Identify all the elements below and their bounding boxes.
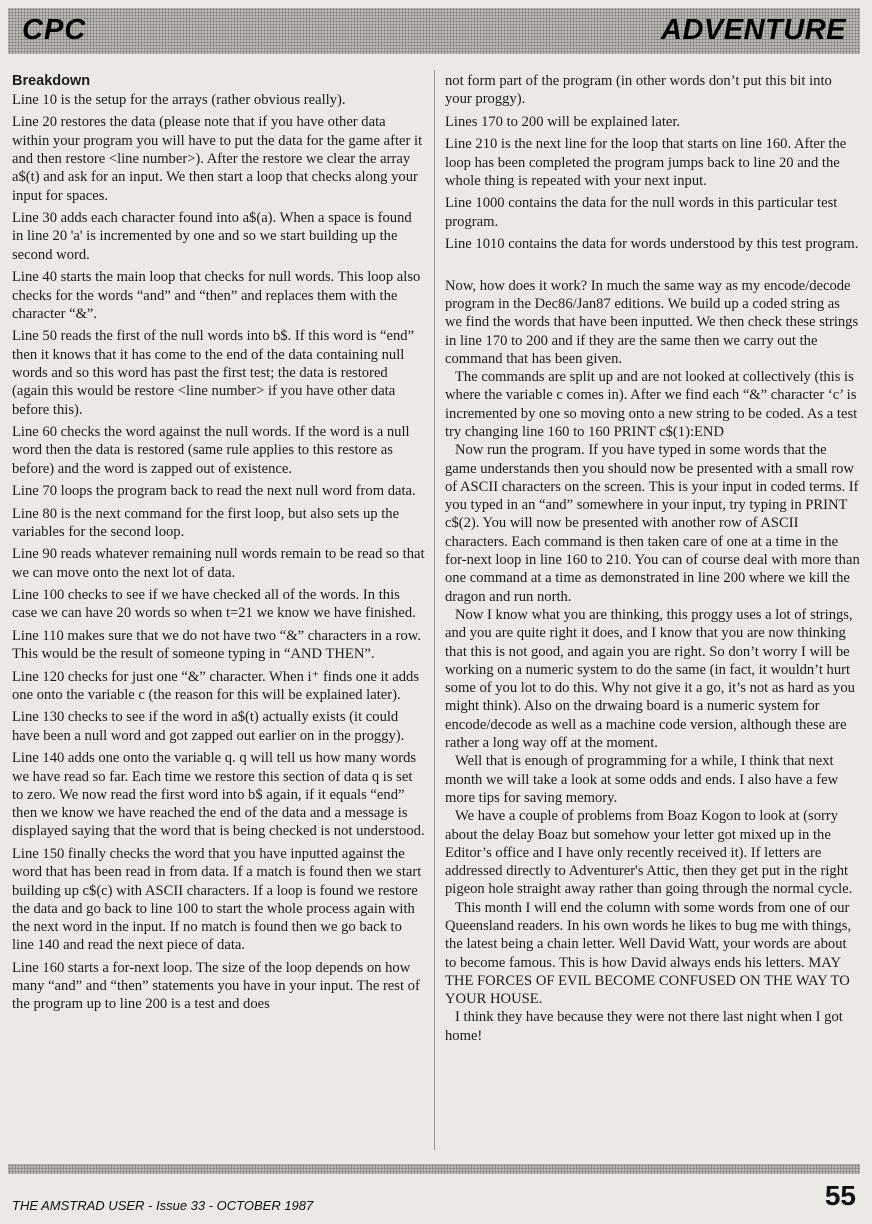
right-line-paragraph: not form part of the program (in other words don’t put this bit into your proggy). bbox=[445, 73, 832, 108]
left-paragraph: Line 120 checks for just one “&” character. When i⁺ finds one it adds one onto the variable c (the reason for this will be explained later). bbox=[12, 668, 420, 703]
left-paragraph: Line 40 starts the main loop that checks for null words. This loop also checks for the words “and” and “then” and replaces them with the character “&”. bbox=[12, 269, 421, 322]
left-paragraph: Line 140 adds one onto the variable q. q will tell us how many words we have read so far. Each time we restore this section of data q is set to zero. We now read the first word into b$ again, if it equals “end” then we know we have reached the end of the data and a message is displayed saying that the word that is being checked is not understood. bbox=[12, 750, 425, 840]
left-paragraph: Line 20 restores the data (please note that if you have other data within your program you will have to put the data for the game after it and then restore <line number>). After the restore we clear the array a$(t) and ask for an input. We then start a loop that checks along your input for spaces. bbox=[12, 114, 423, 204]
footer-band bbox=[8, 1164, 860, 1174]
right-line-paragraph: Lines 170 to 200 will be explained later. bbox=[445, 113, 681, 130]
body-paragraph: Well that is enough of programming for a while, I think that next month we will take a look at some odds and ends. I also have a few more tips for saving memory. bbox=[445, 753, 839, 806]
left-paragraph: Line 10 is the setup for the arrays (rather obvious really). bbox=[12, 92, 346, 108]
left-paragraph: Line 110 makes sure that we do not have two “&” characters in a row. This would be the result of someone typing in “AND THEN”. bbox=[12, 627, 422, 663]
header-section-title-right: ADVENTURE bbox=[661, 14, 846, 46]
left-paragraph: Line 100 checks to see if we have checked all of the words. In this case we can have 20 words so when t=21 we know we have finished. bbox=[12, 587, 416, 622]
paragraph-spacer bbox=[445, 258, 860, 277]
left-paragraph: Line 150 finally checks the word that you have inputted against the word that has been read in from data. If a match is found then we start building up c$(c) with ASCII characters. If a loop is found we restore the data and go back to line 100 to start the whole process again with the next word in the input. If no match is found then we go back to line 140 and read the next piece of data. bbox=[12, 845, 422, 954]
left-paragraph: Line 60 checks the word against the null words. If the word is a null word then the data is restored (same rule applies to this restore as before) and the word is zapped out of existence. bbox=[12, 423, 410, 477]
left-paragraph: Line 30 adds each character found into a$(a). When a space is found in line 20 'a' is incremented by one and so we start building up the second word. bbox=[12, 210, 412, 263]
column-divider bbox=[434, 70, 435, 1150]
body-paragraph: Now, how does it work? In much the same way as my encode/decode program in the Dec86/Jan87 editions. We build up a coded string as we find the words that have been inputted. We then check these strings in line 170 to 200 and if they are the same then we carry out the command that has been given. bbox=[445, 277, 859, 367]
left-paragraph: Line 160 starts a for-next loop. The size of the loop depends on how many “and” and “then” statements you have in your input. The rest of the program up to line 200 is a test and does bbox=[12, 959, 420, 1013]
header-section-title-left: CPC bbox=[22, 14, 87, 46]
right-column bbox=[445, 72, 860, 1045]
right-line-paragraph: Line 210 is the next line for the loop that starts on line 160. After the loop has been completed the program jumps back to line 20 and the whole thing is repeated with your next input. bbox=[445, 136, 847, 189]
left-paragraph: Line 130 checks to see if the word in a$(t) actually exists (it could have been a null word and got zapped out earlier on in the proggy). bbox=[12, 709, 405, 744]
section-heading: Breakdown bbox=[12, 73, 91, 89]
body-paragraph: We have a couple of problems from Boaz Kogon to look at (sorry about the delay Boaz but somehow your letter got mixed up in the Editor’s office and I have only recently received it). If letters are addressed directly to Adventurer's Attic, then they get put in the right pigeon hole straight away rather than going through the normal cycle. bbox=[445, 808, 853, 898]
left-paragraph: Line 90 reads whatever remaining null words remain to be read so that we can move onto the next lot of data. bbox=[12, 546, 425, 581]
left-paragraph: Line 80 is the next command for the first loop, but also sets up the variables for the second loop. bbox=[12, 505, 400, 540]
left-paragraph: Line 70 loops the program back to read the next null word from data. bbox=[12, 483, 416, 500]
body-paragraph: The commands are split up and are not looked at collectively (this is where the variable c comes in). After we find each “&” character ‘c’ is incremented by one so moving onto a new string to be coded. As a test try changing line 160 to 160 PRINT c$(1):END bbox=[445, 369, 858, 440]
right-line-paragraph: Line 1010 contains the data for words understood by this test program. bbox=[445, 236, 859, 253]
body-paragraph: Now run the program. If you have typed in some words that the game understands then you should now be presented with a small row of ASCII characters on the screen. This is your input in coded terms. If you typed in an “and” somewhere in your input, try typing in PRINT c$(2). You will now be presented with another row of ASCII characters. Each command is then taken care of one at a time in the for-next loop in line 160 to 210. You can of course deal with more than one command at a time as demonstrated in line 200 where we kill the dragon and run north. bbox=[445, 442, 860, 605]
footer-magazine-info: THE AMSTRAD USER - Issue 33 - OCTOBER 1987 bbox=[12, 1198, 314, 1213]
left-column bbox=[12, 68, 426, 1018]
body-paragraph: This month I will end the column with some words from one of our Queensland readers. In his own words he likes to bug me with things, the latest being a chain letter. Well David Watt, your words are about to become famous. This is how David always ends his letters. MAY THE FORCES OF EVIL BECOME CONFUSED ON THE WAY TO YOUR HOUSE. bbox=[445, 899, 852, 1008]
right-line-paragraph: Line 1000 contains the data for the null words in this particular test program. bbox=[445, 195, 838, 230]
body-paragraph: Now I know what you are thinking, this proggy uses a lot of strings, and you are quite right it does, and I know that you are now thinking that this is not good, and again you are right. So don’t worry I will be working on a numeric system to do the same (in fact, it wouldn’t hurt some of you lot to do this. Why not give it a go, it’s not as hard as you might think). Also on the drwaing board is a numeric system for encode/decode as well as a machine code version, although these are rather a long way off at the moment. bbox=[445, 606, 855, 752]
body-paragraph: I think they have because they were not there last night when I got home! bbox=[445, 1009, 843, 1044]
left-paragraph: Line 50 reads the first of the null words into b$. If this word is “end” then it knows that it has come to the end of the data containing null words and so this word has past the first test; the data is restored (again this would be restore <line number> if you have other data before this). bbox=[12, 328, 415, 418]
page-number: 55 bbox=[824, 1180, 856, 1211]
